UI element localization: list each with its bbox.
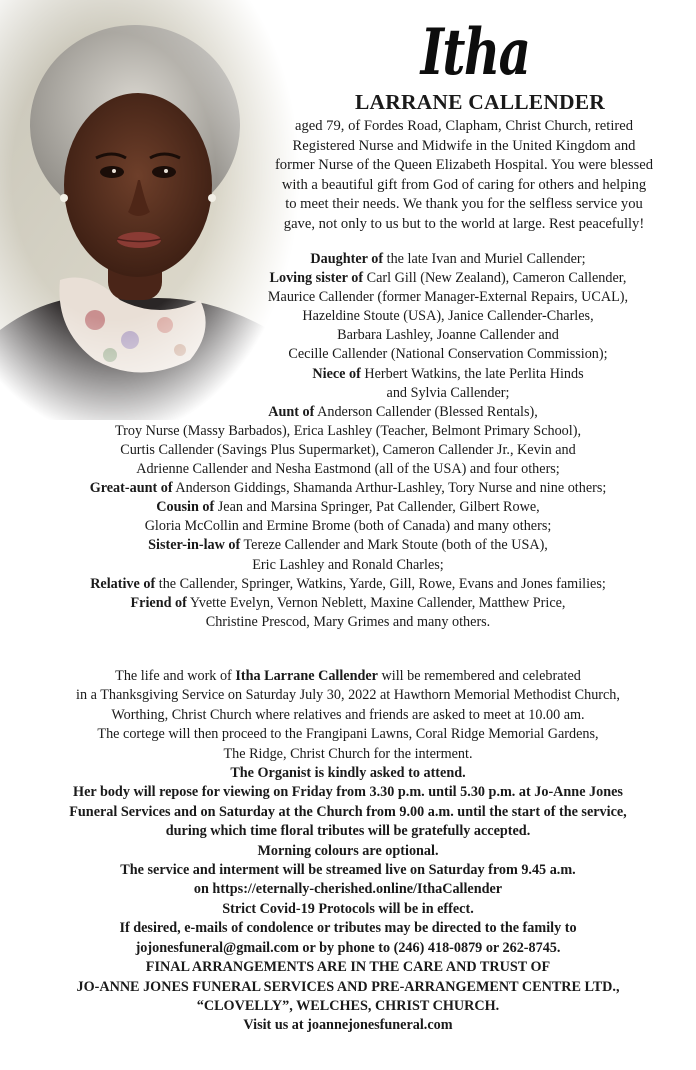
service-line-4: The cortege will then proceed to the Frangipani Lawns, Coral Ridge Memorial Gardens,: [97, 726, 599, 743]
service-details: [8, 667, 688, 1036]
friend-line-2: Christine Prescod, Mary Grimes and many others.: [205, 613, 491, 630]
service-line-5: The Ridge, Christ Church for the interment.: [223, 745, 473, 762]
intro-line: Registered Nurse and Midwife in the United Kingdom and: [292, 137, 636, 154]
surname-heading: LARRANE CALLENDER: [354, 90, 606, 114]
niece-line-2: and Sylvia Callender;: [386, 384, 510, 401]
sister-in-law-line: [20, 536, 676, 555]
intro-paragraph: [240, 117, 688, 235]
great-aunt-label: Great-aunt of: [89, 480, 173, 497]
intro-line: to meet their needs. We thank you for the selfless service you: [285, 196, 643, 213]
sister-in-law-label: Sister-in-law of: [148, 537, 241, 554]
cousin-line-2: Gloria McCollin and Ermine Brome (both of Canada) and many others;: [144, 518, 552, 535]
dress-note: Morning colours are optional.: [257, 842, 439, 859]
condolence-contact: jojonesfuneral@gmail.com or by phone to (246) 418-0879 or 262-8745.: [135, 939, 561, 956]
website-line: Visit us at joannejonesfuneral.com: [243, 1017, 453, 1034]
first-name-script: Itha: [420, 15, 530, 90]
condolence-line-1: If desired, e-mails of condolence or tributes may be directed to the family to: [119, 920, 577, 937]
stream-line-1: The service and interment will be streamed live on Saturday from 9.45 a.m.: [120, 862, 576, 879]
cousin-text: Jean and Marsina Springer, Pat Callender, Gilbert Rowe,: [214, 499, 540, 516]
daughter-text: the late Ivan and Muriel Callender;: [383, 251, 586, 267]
aunt-line: [20, 403, 676, 422]
intro-line: aged 79, of Fordes Road, Clapham, Christ Church, retired: [294, 118, 634, 134]
sister-text: Carl Gill (New Zealand), Cameron Callender,: [363, 270, 627, 287]
aunt-label: Aunt of: [268, 403, 315, 420]
aunt-line-3: Curtis Callender (Savings Plus Supermarket), Cameron Callender Jr., Kevin and: [120, 441, 576, 458]
sister-in-law-text: Tereze Callender and Mark Stoute (both of the USA),: [240, 537, 548, 554]
great-aunt-line: [20, 479, 676, 498]
arrangements-line-2: JO-ANNE JONES FUNERAL SERVICES AND PRE-ARRANGEMENT CENTRE LTD.,: [76, 978, 620, 995]
covid-note: Strict Covid-19 Protocols will be in effect.: [222, 900, 474, 917]
niece-text: Herbert Watkins, the late Perlita Hinds: [360, 365, 584, 382]
cousin-line: [20, 498, 676, 517]
great-aunt-text: Anderson Giddings, Shamanda Arthur-Lashley, Tory Nurse and nine others;: [172, 480, 607, 497]
friend-text: Yvette Evelyn, Vernon Neblett, Maxine Callender, Matthew Price,: [186, 594, 566, 611]
sister-label: Loving sister of: [269, 270, 364, 287]
daughter-line: [20, 250, 676, 269]
intro-line: gave, not only to us but to the world at large. Rest peacefully!: [283, 215, 645, 232]
sister-line-3: Hazeldine Stoute (USA), Janice Callender-Charles,: [302, 308, 594, 325]
deceased-full-name: Itha Larrane Callender: [235, 668, 378, 684]
daughter-label: Daughter of: [310, 251, 384, 267]
service-line-1: [8, 667, 688, 686]
viewing-line-3: during which time floral tributes will be gratefully accepted.: [165, 823, 531, 840]
intro-line: with a beautiful gift from God of caring for others and helping: [281, 176, 647, 193]
niece-label: Niece of: [312, 365, 361, 382]
service-line-2: in a Thanksgiving Service on Saturday July 30, 2022 at Hawthorn Memorial Methodist Church,: [76, 687, 620, 704]
viewing-line-2: Funeral Services and on Saturday at the Church from 9.00 a.m. until the start of the service,: [69, 803, 627, 820]
relative-label: Relative of: [90, 575, 156, 592]
niece-line: [20, 365, 676, 384]
sister-line: [20, 269, 676, 288]
stream-link: on https://eternally-cherished.online/IthaCallender: [193, 881, 503, 898]
relative-line: [20, 575, 676, 594]
sister-in-law-line-2: Eric Lashley and Ronald Charles;: [252, 556, 444, 573]
sister-line-2: Maurice Callender (former Manager-External Repairs, UCAL),: [267, 289, 629, 306]
friend-line: [20, 594, 676, 613]
sister-line-5: Cecille Callender (National Conservation Commission);: [288, 346, 608, 363]
sister-line-4: Barbara Lashley, Joanne Callender and: [337, 327, 559, 344]
service-intro-post: will be remembered and celebrated: [377, 668, 581, 684]
service-intro-pre: The life and work of: [115, 668, 236, 684]
viewing-line-1: Her body will repose for viewing on Friday from 3.30 p.m. until 5.30 p.m. at Jo-Anne Jones: [73, 784, 623, 801]
organist-note: The Organist is kindly asked to attend.: [230, 765, 466, 782]
intro-line: former Nurse of the Queen Elizabeth Hospital. You were blessed: [274, 157, 654, 174]
arrangements-line-3: “CLOVELLY”, WELCHES, CHRIST CHURCH.: [196, 997, 500, 1014]
aunt-line-4: Adrienne Callender and Nesha Eastmond (all of the USA) and four others;: [136, 461, 560, 478]
friend-label: Friend of: [130, 594, 187, 611]
aunt-line-2: Troy Nurse (Massy Barbados), Erica Lashley (Teacher, Belmont Primary School),: [115, 422, 581, 439]
service-line-3: Worthing, Christ Church where relatives and friends are asked to meet at 10.00 am.: [111, 706, 585, 723]
relative-text: the Callender, Springer, Watkins, Yarde, Gill, Rowe, Evans and Jones families;: [155, 575, 606, 592]
relatives-list: [20, 250, 676, 632]
arrangements-line-1: FINAL ARRANGEMENTS ARE IN THE CARE AND TRUST OF: [145, 959, 551, 976]
cousin-label: Cousin of: [156, 499, 215, 516]
aunt-text: Anderson Callender (Blessed Rentals),: [314, 403, 538, 420]
